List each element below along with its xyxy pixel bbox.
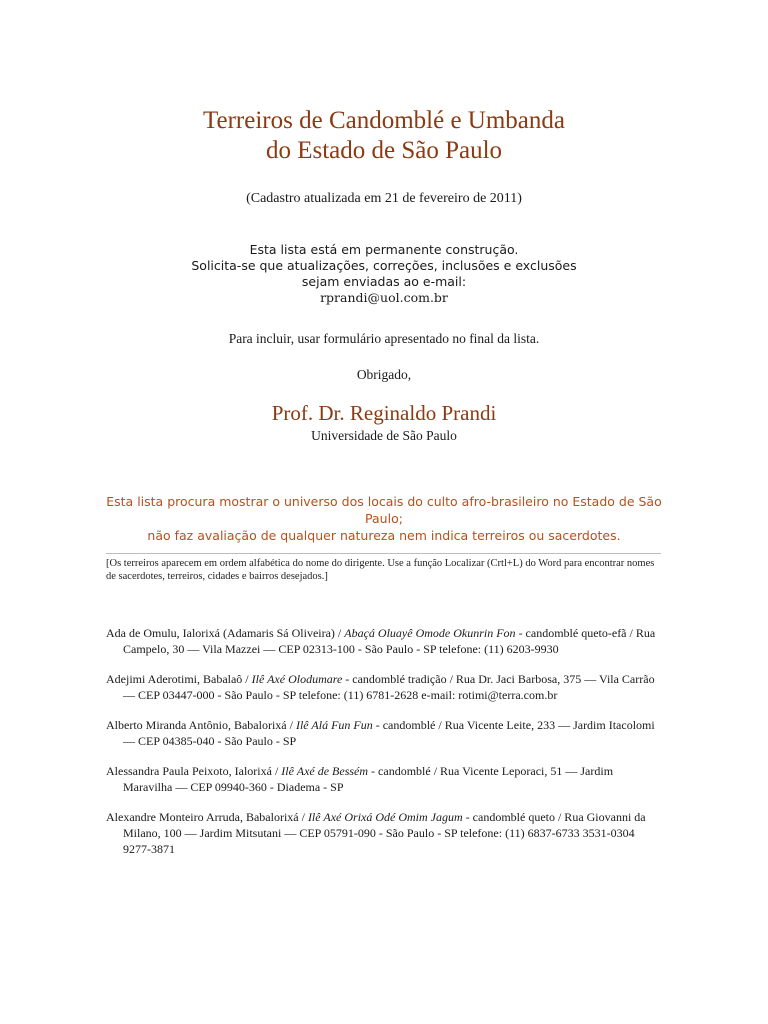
entry-details: - candomblé tradição / Rua Dr. Jaci Barbosa, 375 — Vila Carrão — CEP 03447-000 - São Paulo - SP telefone: (11) 6781-2628 e-mail: rotimi@terra.com.br xyxy=(123,672,655,702)
author-affiliation: Universidade de São Paulo xyxy=(311,428,457,443)
terreiro-list xyxy=(106,625,662,871)
construction-note xyxy=(0,242,768,306)
entry-details: - candomblé queto-efã / Rua Campelo, 30 — Vila Mazzei — CEP 02313-100 - São Paulo - SP telefone: (11) 6203-9930 xyxy=(123,626,656,656)
search-instructions: [Os terreiros aparecem em ordem alfabética do nome do dirigente. Use a função Localizar (Crtl+L) do Word para encontrar nomes de sacerdotes, terreiros, cidades e bairros desejados.] xyxy=(106,553,661,583)
list-item xyxy=(106,717,662,749)
note-line-3: sejam enviadas ao e-mail: xyxy=(301,274,467,289)
entry-leader: Adejimi Aderotimi, Babalaô / xyxy=(106,672,252,686)
scope-statement xyxy=(106,493,662,544)
entry-details: - candomblé / Rua Vicente Leporaci, 51 — Jardim Maravilha — CEP 09940-360 - Diadema - SP xyxy=(123,764,614,794)
entry-house: Ilê Axé Olodumare xyxy=(251,672,343,686)
entry-house: Ilê Alá Fun Fun xyxy=(295,718,373,732)
list-item xyxy=(106,763,662,795)
entry-details: - candomblé / Rua Vicente Leite, 233 — Jardim Itacolomi — CEP 04385-040 - São Paulo - SP xyxy=(123,718,655,748)
title-line-2: do Estado de São Paulo xyxy=(265,137,503,164)
entry-house: Ilê Axé Orixá Odé Omim Jagum xyxy=(307,810,463,824)
entry-house: Ilê Axé de Bessém xyxy=(281,764,369,778)
entry-leader: Alessandra Paula Peixoto, Ialorixá / xyxy=(106,764,282,778)
document-title xyxy=(0,106,768,166)
entry-leader: Ada de Omulu, Ialorixá (Adamaris Sá Oliveira) / xyxy=(106,626,345,640)
list-item xyxy=(106,625,662,657)
contact-email: rprandi@uol.com.br xyxy=(320,290,448,305)
author-name: Prof. Dr. Reginaldo Prandi xyxy=(271,401,497,425)
list-item xyxy=(106,809,662,857)
update-date: (Cadastro atualizada em 21 de fevereiro de 2011) xyxy=(246,191,522,206)
include-instructions: Para incluir, usar formulário apresentado no final da lista. xyxy=(228,331,540,346)
entry-house: Abaçá Oluayê Omode Okunrin Fon xyxy=(344,626,516,640)
title-line-1: Terreiros de Candomblé e Umbanda xyxy=(202,107,565,134)
note-line-2: Solicita-se que atualizações, correções, inclusões e exclusões xyxy=(191,258,577,273)
entry-details: - candomblé queto / Rua Giovanni da Milano, 100 — Jardim Mitsutani — CEP 05791-090 - São Paulo - SP telefone: (11) 6837-6733 3531-0304 9277-3871 xyxy=(123,810,646,856)
entry-leader: Alberto Miranda Antônio, Babalorixá / xyxy=(106,718,296,732)
list-item xyxy=(106,671,662,703)
scope-line-2: não faz avaliação de qualquer natureza nem indica terreiros ou sacerdotes. xyxy=(147,528,621,543)
entry-leader: Alexandre Monteiro Arruda, Babalorixá / xyxy=(106,810,308,824)
note-line-1: Esta lista está em permanente construção. xyxy=(249,242,519,257)
scope-line-1: Esta lista procura mostrar o universo dos locais do culto afro-brasileiro no Estado de São Paulo; xyxy=(106,494,662,526)
thanks-text: Obrigado, xyxy=(356,367,412,382)
